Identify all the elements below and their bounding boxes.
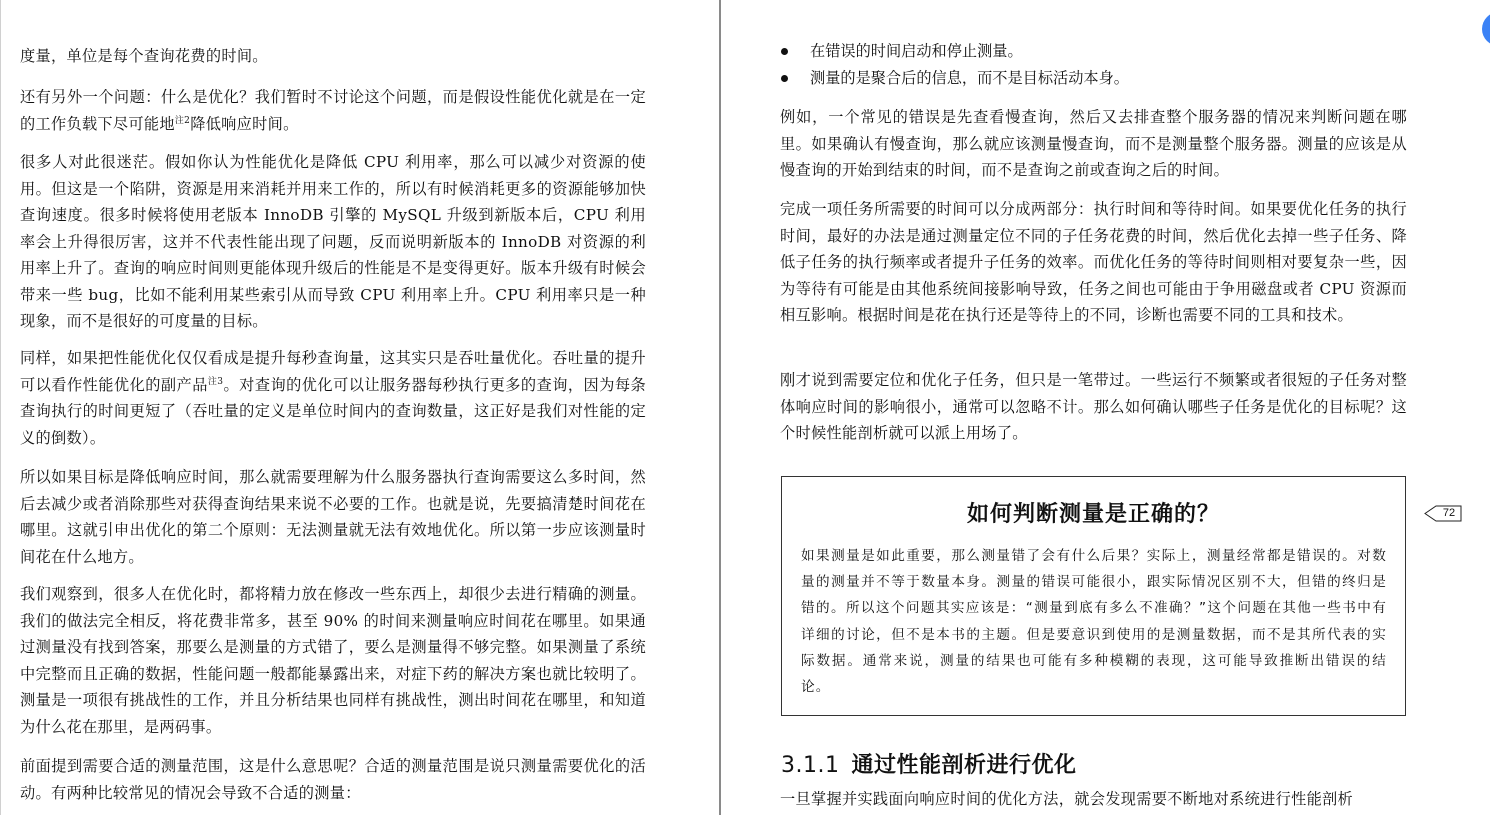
paragraph bbox=[780, 104, 1407, 184]
paragraph bbox=[20, 464, 646, 570]
paragraph bbox=[20, 84, 646, 137]
paragraph bbox=[20, 345, 646, 451]
paragraph-text: 很多人对此很迷茫。假如你认为性能优化是降低 CPU 利用率，那么可以减少对资源的使用。但这是一个陷阱，资源是用来消耗并用来工作的，所以有时候消耗更多的资源能够加快查询速度。很多时候将使用老版本 InnoDB 引擎的 MySQL 升级到新版本后，CPU 利用率会上升得很厉害，这并不代表性能出现了问题，反而说明新版本的 InnoDB 对资源的利用率上升了。查询的响应时间则更能体现升级后的性能是不是变得更好。版本升级有时候会带来一些 bug，比如不能利用某些索引从而导致 CPU 利用率上升。CPU 利用率只是一种现象，而不是很好的可度量的目标。 bbox=[20, 153, 646, 330]
paragraph-text: 完成一项任务所需要的时间可以分成两部分：执行时间和等待时间。如果要优化任务的执行时间，最好的办法是通过测量定位不同的子任务花费的时间，然后优化去掉一些子任务、降低子任务的执行频率或者提升子任务的效率。而优化任务的等待时间则相对要复杂一些，因为等待有可能是由其他系统间接影响导致，任务之间也可能由于争用磁盘或者 CPU 资源而相互影响。根据时间是花在执行还是等待上的不同，诊断也需要不同的工具和技术。 bbox=[780, 200, 1407, 324]
paragraph-text: 刚才说到需要定位和优化子任务，但只是一笔带过。一些运行不频繁或者很短的子任务对整体响应时间的影响很小，通常可以忽略不计。那么如何确认哪些子任务是优化的目标呢？这个时候性能剖析就可以派上用场了。 bbox=[780, 371, 1407, 442]
section-heading bbox=[781, 748, 1077, 779]
paragraph bbox=[780, 196, 1407, 329]
footnote-marker[interactable]: 注2 bbox=[174, 115, 191, 126]
bullet-item: 在错误的时间启动和停止测量。 bbox=[781, 38, 1129, 65]
page-tag-number: 72 bbox=[1442, 507, 1456, 519]
paragraph-text: 所以如果目标是降低响应时间，那么就需要理解为什么服务器执行查询需要这么多时间，然后去减少或者消除那些对获得查询结果来说不必要的工作。也就是说，先要搞清楚时间花在哪里。这就引申出优化的第二个原则：无法测量就无法有效地优化。所以第一步应该测量时间花在什么地方。 bbox=[20, 468, 646, 566]
paragraph bbox=[20, 581, 646, 740]
paragraph-text: 还有另外一个问题：什么是优化？我们暂时不讨论这个问题，而是假设性能优化就是在一定的工作负载下尽可能地 bbox=[20, 88, 646, 133]
paragraph-text: 我们观察到，很多人在优化时，都将精力放在修改一些东西上，却很少去进行精确的测量。我们的做法完全相反，将花费非常多，甚至 90% 的时间来测量响应时间花在哪里。如果通过测量没有找到答案，那要么是测量的方式错了，要么是测量得不够完整。如果测量了系统中完整而且正确的数据，性能问题一般都能暴露出来，对症下药的解决方案也就比较明了。测量是一项很有挑战性的工作，并且分析结果也同样有挑战性，测出时间花在哪里，和知道为什么花在那里，是两码事。 bbox=[20, 585, 646, 736]
bullet-list bbox=[781, 38, 1129, 91]
paragraph-text: 。对查询的优化可以让服务器每秒执行更多的查询，因为每条查询执行的时间更短了（吞吐量的定义是单位时间内的查询数量，这正好是我们对性能的定义的倒数）。 bbox=[20, 375, 646, 447]
paragraph bbox=[780, 786, 1407, 813]
sidebar-box-title: 如何判断测量是正确的？ bbox=[966, 502, 1220, 527]
section-title: 通过性能剖析进行优化 bbox=[851, 753, 1077, 778]
sidebar-box bbox=[781, 476, 1406, 716]
margin-page-tag[interactable] bbox=[1424, 505, 1462, 522]
paragraph bbox=[780, 367, 1407, 447]
right-page bbox=[721, 0, 1490, 815]
paragraph-text: 降低响应时间。 bbox=[190, 114, 299, 133]
paragraph bbox=[20, 149, 646, 335]
bullet-item: 测量的是聚合后的信息，而不是目标活动本身。 bbox=[781, 65, 1129, 92]
paragraph-text: 前面提到需要合适的测量范围，这是什么意思呢？合适的测量范围是说只测量需要优化的活动。有两种比较常见的情况会导致不合适的测量： bbox=[20, 757, 646, 802]
paragraph-text: 度量，单位是每个查询花费的时间。 bbox=[20, 47, 268, 65]
section-number: 3.1.1 bbox=[781, 753, 840, 778]
paragraph-text: 例如，一个常见的错误是先查看慢查询，然后又去排查整个服务器的情况来判断问题在哪里。如果确认有慢查询，那么就应该测量慢查询，而不是测量整个服务器。测量的应该是从慢查询的开始到结束的时间，而不是查询之前或查询之后的时间。 bbox=[780, 108, 1407, 179]
footnote-marker[interactable]: 注3 bbox=[207, 376, 224, 387]
paragraph bbox=[20, 753, 646, 806]
paragraph bbox=[20, 43, 646, 70]
paragraph-text: 同样，如果把性能优化仅仅看成是提升每秒查询量，这其实只是吞吐量优化。吞吐量的提升可以看作性能优化的副产品 bbox=[20, 349, 646, 394]
left-page bbox=[0, 0, 721, 815]
paragraph-text: 一旦掌握并实践面向响应时间的优化方法，就会发现需要不断地对系统进行性能剖析 bbox=[780, 790, 1354, 808]
sidebar-box-body: 如果测量是如此重要，那么测量错了会有什么后果？实际上，测量经常都是错误的。对数量的测量并不等于数量本身。测量的错误可能很小，跟实际情况区别不大，但错的终归是错的。所以这个问题其实应该是：“测量到底有多么不准确？”这个问题在其他一些书中有详细的讨论，但不是本书的主题。但是要意识到使用的是测量数据，而不是其所代表的实际数据。通常来说，测量的结果也可能有多种模糊的表现，这可能导致推断出错误的结论。 bbox=[801, 548, 1387, 696]
